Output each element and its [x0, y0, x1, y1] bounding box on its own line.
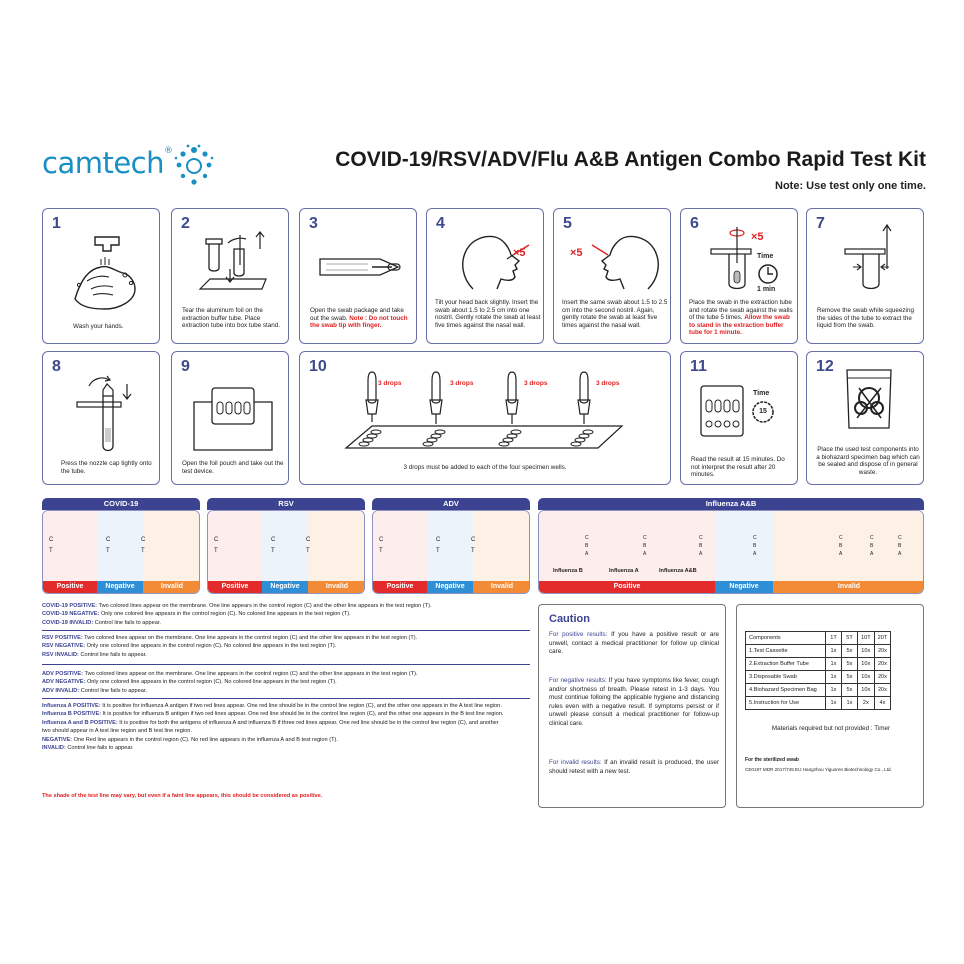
step-number: 1 [52, 215, 61, 232]
brand-reg: ® [164, 146, 173, 156]
control-label: C [436, 537, 441, 543]
test-label: T [49, 548, 53, 554]
step-5-caption: Insert the same swab about 1.5 to 2.5 cm into the second nostril. Again, gently rotate the swab at least five times against the nasal wall. [562, 299, 668, 329]
control-label: C [271, 537, 276, 543]
flu-result-header: Influenza A&B [538, 498, 924, 510]
control-label: C [49, 537, 54, 543]
a-label: A [898, 551, 902, 557]
rsv-positive-bar: Positive [208, 581, 262, 593]
page-title: COVID-19/RSV/ADV/Flu A&B Antigen Combo Rapid Test Kit [335, 148, 926, 171]
control-label: C [585, 535, 589, 541]
control-label: C [141, 537, 146, 543]
components-table [745, 631, 891, 710]
a-label: A [699, 551, 703, 557]
caution-invalid: For invalid results: If an invalid result is produced, the user should retest with a new test. [549, 759, 720, 775]
adv-interpretation: ADV POSITIVE: Two colored lines appear on the membrane. One line appears in the control region (C) and the other line appears in the test region (T). ADV NEGATIVE: Only one colored line appears in the control region (C). No colored line appears in the test region (T). ADV INVALID: Control line fails to appear. [42, 671, 418, 694]
step-number: 2 [181, 215, 190, 232]
flu-positive-bar: Positive [539, 581, 715, 593]
step-number: 4 [436, 215, 445, 232]
step-11-card [680, 351, 798, 485]
squeeze-tube-icon [837, 223, 907, 299]
time-label: Time [753, 390, 770, 397]
flu-invalid-bar: Invalid [773, 581, 924, 593]
drops-label-3: 3 drops [524, 380, 548, 387]
step-7-caption: Remove the swab while squeezing the sides of the tube to extract the liquid from the swab. [817, 307, 914, 330]
table-row: 3.Disposable Swab 1x 5x 10x 20x [746, 671, 891, 684]
b-label: B [643, 543, 647, 549]
step-11-caption: Read the result at 15 minutes. Do not interpret the result after 20 minutes. [691, 456, 785, 479]
test-label: T [271, 548, 275, 554]
step-number: 12 [816, 358, 834, 375]
divider [42, 664, 530, 665]
flu-sub-label-a: Influenza A [609, 568, 639, 574]
b-label: B [585, 543, 589, 549]
caution-panel [538, 604, 726, 808]
control-label: C [471, 537, 476, 543]
control-label: C [214, 537, 219, 543]
second-nostril-icon [582, 225, 668, 295]
a-label: A [643, 551, 647, 557]
camtech-logo [42, 140, 212, 190]
flu-interpretation: Influenza A POSITIVE: It is positive for influenza A antigen if two red lines appear. One red line should be in the control line region (C), and the other one appears in the A test line region. Influenza B POSITIVE: It is positive for influenza B antigen if two red lines appear. One red line should be in the control line region (C), and the other one appears in the B test line region. Influenza A and B POSITIVE: It is positive for both the antigens of influenza A and influenza B if three red lines appear. One red line should be in the control line region (C), and another two should appear in A test line region and B test line region. NEGATIVE: One Red line appears in the control region (C). No red line appears in the influenza A and B test region (T). INVALID: Control line fails to appear. [42, 703, 504, 752]
covid-interpretation: COVID-19 POSITIVE: Two colored lines appear on the membrane. One line appears in the control region (C) and the other line appears in the test region (T). COVID-19 NEGATIVE: Only one colored line appears in the control region (C). No colored line appears in the test region (T). COVID-19 INVALID: Control line fails to appear. [42, 603, 432, 626]
foil-pouch-icon [190, 382, 276, 452]
step-3-card [299, 208, 417, 344]
b-label: B [870, 543, 874, 549]
swab-package-icon [316, 247, 406, 287]
rsv-result-panel [207, 510, 365, 594]
control-label: C [379, 537, 384, 543]
control-label: C [306, 537, 311, 543]
adv-result-header: ADV [372, 498, 530, 510]
control-label: C [699, 535, 703, 541]
test-label: T [214, 548, 218, 554]
control-label: C [870, 535, 874, 541]
step-number: 3 [309, 215, 318, 232]
step-5-card [553, 208, 671, 344]
control-label: C [106, 537, 111, 543]
adv-invalid-bar: Invalid [473, 581, 530, 593]
step-9-card [171, 351, 289, 485]
faint-line-note: The shade of the test line may vary, but even if a faint line appears, this should be considered as positive. [42, 793, 323, 799]
adv-positive-bar: Positive [373, 581, 427, 593]
step-number: 9 [181, 358, 190, 375]
step-number: 7 [816, 215, 825, 232]
rsv-result-header: RSV [207, 498, 365, 510]
adv-negative-bar: Negative [427, 581, 473, 593]
time-label: Time [757, 253, 774, 260]
rsv-interpretation: RSV POSITIVE: Two colored lines appear on the membrane. One line appears in the control region (C) and the other line appears in the test region (T). RSV NEGATIVE: Only one colored line appears in the control region (C). No colored line appears in the test region (T). RSV INVALID: Control line fails to appear. [42, 635, 418, 658]
adv-result-panel [372, 510, 530, 594]
a-label: A [870, 551, 874, 557]
divider [42, 630, 530, 631]
step-6-warning: Allow the swab to stand in the extraction buffer tube for 1 minute. [689, 314, 790, 337]
rotation-count: ×5 [570, 247, 583, 259]
b-label: B [699, 543, 703, 549]
a-label: A [839, 551, 843, 557]
table-row: 4.Biohazard Specimen Bag 1x 5x 10x 20x [746, 684, 891, 697]
test-label: T [436, 548, 440, 554]
step-2-card [171, 208, 289, 344]
control-label: C [898, 535, 902, 541]
step-6-caption: Place the swab in the extraction tube and rotate the swab against the walls of the tube 5 times. Allow the swab to stand in the extraction buffer tube for 1 minute. [689, 299, 793, 337]
flu-result-panel [538, 510, 924, 594]
step-8-card [42, 351, 160, 485]
step-6-card [680, 208, 798, 344]
step-number: 10 [309, 358, 327, 375]
a-label: A [753, 551, 757, 557]
covid-result-panel [42, 510, 200, 594]
flu-negative-bar: Negative [715, 581, 773, 593]
clock-icon [757, 263, 779, 285]
drops-label-4: 3 drops [596, 380, 620, 387]
test-device-icon [699, 384, 745, 438]
step-number: 6 [690, 215, 699, 232]
brand-name: camtech [42, 146, 165, 180]
step-number: 8 [52, 358, 61, 375]
b-label: B [753, 543, 757, 549]
step-12-caption: Place the used test components into a biohazard specimen bag which can be sealed and dispose of in general waste. [816, 446, 920, 476]
table-row: 2.Extraction Buffer Tube 1x 5x 10x 20x [746, 658, 891, 671]
step-4-card [426, 208, 544, 344]
step-number: 11 [690, 358, 707, 375]
step-1-card [42, 208, 160, 344]
components-panel [736, 604, 924, 808]
sterile-note: For the sterilized swab [745, 757, 799, 763]
step-2-caption: Tear the aluminum foil on the extraction buffer tube. Place extraction tube into box tube stand. [182, 307, 281, 330]
table-row: 5.Instruction for Use 1x 1x 2x 4x [746, 697, 891, 710]
caution-negative: For negative results: If you have symptoms like fever, cough and/or shortness of breath. Please retest in 1-3 days. You must continue folloing the applicable hygiene and distancing rules even with a negative result. If symptoms persist or if unwell please consult a medical practitioner for follow-up clinical care. [549, 677, 719, 727]
test-label: T [141, 548, 145, 554]
step-4-caption: Tilt your head back slightly. Insert the swab about 1.5 to 2.5 cm into one nostril. Gently rotate the swab at least five times against the nasal wall. [435, 299, 541, 329]
step-8-caption: Press the nozzle cap tightly onto the tube. [61, 460, 152, 475]
time-value: 1 min [757, 286, 776, 293]
rotation-count: ×5 [513, 247, 526, 259]
divider [42, 698, 530, 699]
b-label: B [898, 543, 902, 549]
use-once-note: Note: Use test only one time. [775, 180, 926, 192]
step-9-caption: Open the foil pouch and take out the test device. [182, 460, 284, 475]
covid-invalid-bar: Invalid [143, 581, 200, 593]
step-10-caption: 3 drops must be added to each of the four specimen wells. [403, 464, 567, 471]
test-label: T [306, 548, 310, 554]
rsv-negative-bar: Negative [262, 581, 308, 593]
drops-label-1: 3 drops [378, 380, 402, 387]
drops-label-2: 3 drops [450, 380, 474, 387]
flu-sub-label-b: Influenza B [553, 568, 583, 574]
step-7-card [806, 208, 924, 344]
covid-result-header: COVID-19 [42, 498, 200, 510]
rsv-invalid-bar: Invalid [308, 581, 365, 593]
buffer-tube-icon [194, 223, 274, 303]
nozzle-cap-icon [71, 366, 141, 452]
b-label: B [839, 543, 843, 549]
test-label: T [106, 548, 110, 554]
control-label: C [753, 535, 757, 541]
step-10-card [299, 351, 671, 485]
table-row: 1.Test Cassette 1x 5x 10x 20x [746, 645, 891, 658]
step-12-card [806, 351, 924, 485]
materials-note: Materials required but not provided : Timer [771, 725, 891, 732]
caution-title: Caution [549, 613, 590, 625]
logo-bubbles-icon [174, 144, 214, 190]
control-label: C [839, 535, 843, 541]
table-header-row: Components 1T 5T 10T 20T [746, 632, 891, 645]
step-3-warning: Note : Do not touch the swab tip with finger. [310, 314, 408, 330]
test-label: T [379, 548, 383, 554]
covid-positive-bar: Positive [43, 581, 97, 593]
flu-sub-label-ab: Influenza A&B [659, 568, 697, 574]
step-1-caption: Wash your hands. [73, 323, 124, 330]
time-value: 15 [759, 408, 767, 415]
ce-mark-text: CE0197 MDR 2017/745 EU Hangzhou Yiguoren Biotechnology Co., Ltd. [745, 767, 892, 772]
wash-hands-icon [65, 229, 145, 319]
caution-positive: For positive results: If you have a positive result or are unwell, contact a medical practitioner for follow up clinical care. [549, 631, 719, 656]
rotation-count: ×5 [751, 231, 764, 243]
test-label: T [471, 548, 475, 554]
head-tilt-icon [453, 225, 539, 295]
control-label: C [643, 535, 647, 541]
covid-negative-bar: Negative [97, 581, 143, 593]
biohazard-bag-icon [841, 366, 897, 432]
step-3-caption: Open the swab package and take out the swab. Note : Do not touch the swab tip with finger. [310, 307, 408, 330]
step-number: 5 [563, 215, 572, 232]
a-label: A [585, 551, 589, 557]
